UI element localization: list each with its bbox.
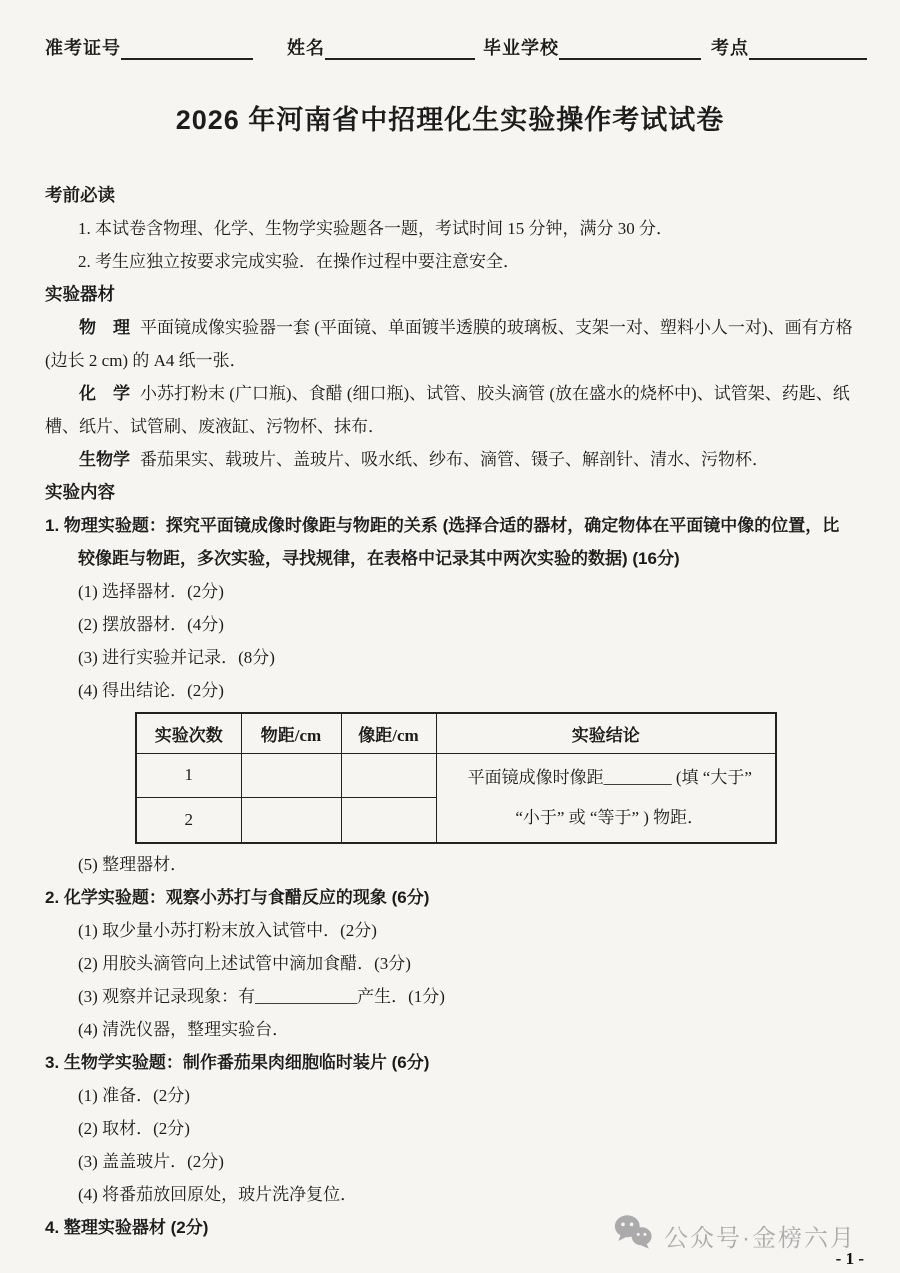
notice-section [45, 179, 855, 278]
equipment-text: 小苏打粉末 (广口瓶)、食醋 (细口瓶)、试管、胶头滴管 (放在盛水的烧杯中)、试管架、药匙、纸槽、纸片、试管刷、废液缸、污物杯、抹布． [45, 384, 850, 436]
field-label: 毕业学校 [483, 38, 559, 58]
notice-item: 2. 考生应独立按要求完成实验．在操作过程中要注意安全． [78, 252, 520, 271]
question-1-step: (5) 整理器材． [78, 854, 188, 874]
question-4-heading: 4. 整理实验器材 (2分) [45, 1217, 209, 1237]
question-3-step: (2) 取材．(2分) [78, 1118, 190, 1138]
table-header-conclusion: 实验结论 [436, 713, 776, 753]
watermark [612, 1213, 856, 1257]
equipment-item-physics [45, 311, 855, 377]
field-admission-number [45, 34, 253, 60]
question-1-step: (1) 选择器材．(2分) [78, 582, 224, 601]
trial-number-cell: 1 [136, 753, 241, 798]
field-school [483, 34, 701, 60]
conclusion-line: “小于” 或 “等于” ) 物距． [515, 807, 705, 827]
notice-item: 1. 本试卷含物理、化学、生物学实验题各一题，考试时间 15 分钟，满分 30 分． [78, 219, 673, 238]
question-1-step: (2) 摆放器材．(4分) [78, 615, 224, 634]
equipment-text: 平面镜成像实验器一套 (平面镜、单面镀半透膜的玻璃板、支架一对、塑料小人一对)、画有方格 (边长 2 cm) 的 A4 纸一张． [45, 318, 853, 370]
question-2-heading: 2. 化学实验题：观察小苏打与食醋反应的现象 (6分) [45, 887, 430, 907]
empty-cell [341, 798, 436, 843]
trial-number-cell: 2 [136, 798, 241, 843]
blank-line [121, 38, 253, 60]
content-section [45, 476, 855, 1244]
question-1-heading: 1. 物理实验题：探究平面镜成像时像距与物距的关系 (选择合适的器材，确定物体在平面镜中像的位置，比较像距与物距，多次实验，寻找规律，在表格中记录其中两次实验的数据) (16分) [45, 516, 840, 568]
equipment-label: 生物学 [79, 450, 130, 469]
conclusion-cell [436, 753, 776, 843]
field-label: 考点 [711, 38, 749, 58]
page-number: - 1 - [835, 1249, 864, 1268]
equipment-heading: 实验器材 [45, 284, 115, 304]
page-title: 2026 年河南省中招理化生实验操作考试试卷 [175, 105, 725, 135]
question-3-step: (3) 盖盖玻片．(2分) [78, 1151, 224, 1171]
conclusion-line: 平面镜成像时像距________ (填 “大于” [467, 767, 752, 787]
question-2-step: (3) 观察并记录现象：有____________产生．(1分) [78, 986, 445, 1006]
table-header-row [136, 713, 776, 753]
question-2-step: (4) 清洗仪器，整理实验台． [78, 1019, 290, 1039]
equipment-label: 物 理 [79, 318, 130, 337]
table-row [136, 753, 776, 798]
experiment-record-table [135, 712, 777, 844]
empty-cell [241, 753, 341, 798]
question-2-step: (1) 取少量小苏打粉末放入试管中．(2分) [78, 920, 377, 940]
field-label: 姓名 [287, 38, 325, 58]
field-exam-site [711, 34, 867, 60]
candidate-info-row [45, 30, 855, 60]
question-3-step: (1) 准备．(2分) [78, 1085, 190, 1105]
field-name [287, 34, 475, 60]
field-label: 准考证号 [45, 38, 121, 58]
equipment-item-biology [45, 443, 855, 476]
equipment-text: 番茄果实、载玻片、盖玻片、吸水纸、纱布、滴管、镊子、解剖针、清水、污物杯． [140, 450, 769, 469]
equipment-item-chemistry [45, 377, 855, 443]
blank-line [749, 38, 867, 60]
notice-heading: 考前必读 [45, 185, 115, 205]
table-header-trial: 实验次数 [136, 713, 241, 753]
question-1-step: (3) 进行实验并记录．(8分) [78, 648, 275, 667]
empty-cell [341, 753, 436, 798]
blank-line [559, 38, 701, 60]
question-3-step: (4) 将番茄放回原处，玻片洗净复位． [78, 1184, 358, 1204]
blank-line [325, 38, 475, 60]
question-3-heading: 3. 生物学实验题：制作番茄果肉细胞临时装片 (6分) [45, 1052, 430, 1072]
question-2-step: (2) 用胶头滴管向上述试管中滴加食醋．(3分) [78, 953, 411, 973]
table-header-image-distance: 像距/cm [341, 713, 436, 753]
table-header-object-distance: 物距/cm [241, 713, 341, 753]
watermark-text: 公众号·金榜六月 [664, 1224, 856, 1252]
empty-cell [241, 798, 341, 843]
equipment-section [45, 278, 855, 476]
wechat-icon [612, 1213, 654, 1257]
equipment-label: 化 学 [79, 384, 130, 403]
content-heading: 实验内容 [45, 482, 115, 502]
question-1-step: (4) 得出结论．(2分) [78, 681, 224, 700]
